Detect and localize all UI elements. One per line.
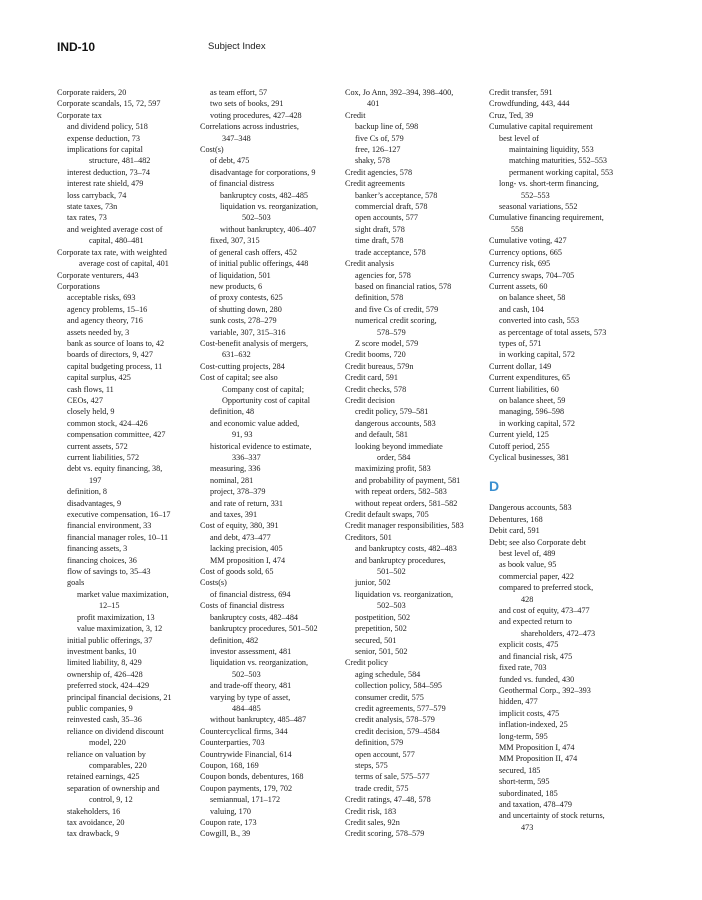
index-entry: Corporate raiders, 20 xyxy=(57,88,127,97)
index-entry: Countrywide Financial, 614 xyxy=(200,749,292,759)
index-entry: and expected return to xyxy=(499,617,572,627)
index-entry-continuation: Opportunity cost of capital xyxy=(222,395,310,405)
index-entry: Geothermal Corp., 392–393 xyxy=(499,685,591,695)
index-entry-continuation: 401 xyxy=(367,99,380,109)
index-entry: implications for capital xyxy=(67,145,143,155)
index-entry: without repeat orders, 581–582 xyxy=(355,498,458,508)
index-entry: separation of ownership and xyxy=(67,783,160,793)
index-entry: matching maturities, 552–553 xyxy=(509,156,608,166)
index-entry: Creditors, 501 xyxy=(345,532,392,542)
index-entry: bankruptcy costs, 482–484 xyxy=(210,612,299,622)
index-entry: agencies for, 578 xyxy=(355,270,411,280)
index-entry: fixed rate, 703 xyxy=(499,663,547,673)
index-entry: Credit default swaps, 705 xyxy=(345,510,429,520)
index-entry: liquidation vs. reorganization, xyxy=(210,658,309,668)
index-entry: Crowdfunding, 443, 444 xyxy=(489,99,570,109)
index-entry: and bankruptcy procedures, xyxy=(355,555,446,565)
index-entry: Credit bureaus, 579n xyxy=(345,361,414,371)
index-entry: Credit agreements xyxy=(345,179,405,189)
index-entry: Z score model, 579 xyxy=(355,338,419,348)
index-entry: implicit costs, 475 xyxy=(499,708,560,718)
index-entry: credit analysis, 578–579 xyxy=(355,715,435,725)
index-entry: collection policy, 584–595 xyxy=(355,681,443,691)
index-entry: Counterparties, 703 xyxy=(200,738,265,748)
index-entry: voting procedures, 427–428 xyxy=(210,110,302,120)
index-entry: flow of savings to, 35–43 xyxy=(67,567,151,577)
index-entry: explicit costs, 475 xyxy=(499,640,559,650)
index-entry: maximizing profit, 583 xyxy=(355,464,431,474)
index-entry: initial public offerings, 37 xyxy=(67,635,153,645)
index-entry-continuation: comparables, 220 xyxy=(89,760,147,770)
index-column-3 xyxy=(345,87,485,840)
index-entry: Current expenditures, 65 xyxy=(489,373,571,383)
index-entry: reinvested cash, 35–36 xyxy=(67,715,142,725)
index-entry: varying by type of asset, xyxy=(210,692,291,702)
index-entry: terms of sale, 575–577 xyxy=(355,772,430,782)
index-entry: Coupon payments, 179, 702 xyxy=(200,783,293,793)
index-entry: of initial public offerings, 448 xyxy=(210,259,309,269)
index-entry: Credit scoring, 578–579 xyxy=(345,829,425,839)
index-entry: and weighted average cost of xyxy=(67,224,163,234)
index-entry: Credit manager responsibilities, 583 xyxy=(345,521,464,531)
index-entry: Coupon rate, 173 xyxy=(200,818,257,827)
index-entry: Cumulative capital requirement xyxy=(489,122,593,132)
index-entry: bankruptcy costs, 482–485 xyxy=(220,190,309,200)
index-entry: Cost of capital; see also xyxy=(200,373,278,383)
index-entry-continuation: 197 xyxy=(89,475,102,485)
index-entry: Credit analysis xyxy=(345,259,394,269)
index-entry: Credit booms, 720 xyxy=(345,350,406,360)
index-entry: and cash, 104 xyxy=(499,304,544,314)
index-entry: Currency swaps, 704–705 xyxy=(489,270,575,280)
index-entry: five Cs of, 579 xyxy=(355,133,404,143)
index-entry-continuation: 558 xyxy=(511,224,524,234)
index-entry: Current yield, 125 xyxy=(489,430,549,440)
index-entry: converted into cash, 553 xyxy=(499,316,580,326)
index-entry: Credit xyxy=(345,110,366,120)
index-entry: of financial distress xyxy=(210,179,275,189)
index-entry: new products, 6 xyxy=(210,281,263,291)
index-entry-continuation: order, 584 xyxy=(377,453,411,462)
index-entry: financing assets, 3 xyxy=(67,544,128,554)
index-entry: permanent working capital, 553 xyxy=(509,167,614,177)
index-entry-continuation: 91, 93 xyxy=(232,430,253,440)
index-entry: Corporate tax rate, with weighted xyxy=(57,247,167,257)
index-entry: compared to preferred stock, xyxy=(499,583,594,593)
index-entry: based on financial ratios, 578 xyxy=(355,281,452,291)
index-entry: backup line of, 598 xyxy=(355,122,419,132)
index-entry: Corporate venturers, 443 xyxy=(57,270,139,280)
index-entry: and default, 581 xyxy=(355,430,408,440)
index-entry: current assets, 572 xyxy=(67,441,128,451)
index-entry: agency problems, 15–16 xyxy=(67,304,148,314)
index-entry: Cost of goods sold, 65 xyxy=(200,567,274,577)
index-entry: Coupon, 168, 169 xyxy=(200,760,259,770)
index-entry: short-term, 595 xyxy=(499,777,550,787)
index-entry: Current assets, 60 xyxy=(489,281,548,291)
index-entry: trade credit, 575 xyxy=(355,783,409,793)
index-entry: tax drawback, 9 xyxy=(67,829,120,839)
index-entry: loss carryback, 74 xyxy=(67,190,127,200)
index-entry: value maximization, 3, 12 xyxy=(77,624,163,634)
index-column-1 xyxy=(57,87,197,840)
index-entry: reliance on valuation by xyxy=(67,749,146,759)
index-column-2 xyxy=(200,87,340,840)
index-entry: Cost-cutting projects, 284 xyxy=(200,361,285,371)
index-entry: types of, 571 xyxy=(499,338,542,348)
index-entry: and debt, 473–477 xyxy=(210,532,271,542)
index-entry: Cox, Jo Ann, 392–394, 398–400, xyxy=(345,88,454,97)
index-entry: in working capital, 572 xyxy=(499,350,575,360)
index-entry-continuation: average cost of capital, 401 xyxy=(79,259,169,269)
index-entry: Current dollar, 149 xyxy=(489,361,552,371)
index-entry-continuation: capital, 480–481 xyxy=(89,236,144,246)
index-entry: investment banks, 10 xyxy=(67,646,137,656)
index-entry: and agency theory, 716 xyxy=(67,316,143,326)
index-entry: Debit card, 591 xyxy=(489,526,540,536)
index-entry: Debentures, 168 xyxy=(489,514,543,524)
index-entry: and trade-off theory, 481 xyxy=(210,681,292,691)
index-entry: definition, 48 xyxy=(210,407,255,417)
index-entry: Cumulative voting, 427 xyxy=(489,236,567,246)
index-entry-continuation: 578–579 xyxy=(377,327,406,337)
index-entry: Cost of equity, 380, 391 xyxy=(200,521,279,531)
index-entry: definition, 579 xyxy=(355,738,404,748)
index-entry: looking beyond immediate xyxy=(355,441,443,451)
index-entry: credit policy, 579–581 xyxy=(355,407,429,417)
index-entry-continuation: 473 xyxy=(521,822,534,832)
index-entry: common stock, 424–426 xyxy=(67,418,148,428)
index-entry: inflation-indexed, 25 xyxy=(499,720,568,730)
index-entry: ownership of, 426–428 xyxy=(67,669,143,679)
index-column-4 xyxy=(489,87,639,833)
index-entry: closely held, 9 xyxy=(67,407,115,417)
index-entry: of general cash offers, 452 xyxy=(210,247,297,257)
index-entry: measuring, 336 xyxy=(210,464,261,474)
index-entry: prepetition, 502 xyxy=(355,624,407,634)
index-entry-continuation: structure, 481–482 xyxy=(89,156,151,166)
index-entry-continuation: 502–503 xyxy=(232,669,261,679)
index-entry: open accounts, 577 xyxy=(355,213,418,223)
index-entry: hidden, 477 xyxy=(499,697,538,707)
index-entry: numerical credit scoring, xyxy=(355,316,437,326)
index-entry: open account, 577 xyxy=(355,749,415,759)
index-entry-continuation: 552–553 xyxy=(521,190,550,200)
index-entry: Cutoff period, 255 xyxy=(489,441,550,451)
index-entry: tax avoidance, 20 xyxy=(67,818,125,827)
index-entry: current liabilities, 572 xyxy=(67,453,140,462)
index-entry: variable, 307, 315–316 xyxy=(210,327,286,337)
index-entry: Corporate tax xyxy=(57,110,102,120)
index-entry: on balance sheet, 58 xyxy=(499,293,566,303)
index-entry: and five Cs of credit, 579 xyxy=(355,304,439,314)
index-entry: Costs of financial distress xyxy=(200,601,285,611)
index-entry: MM proposition I, 474 xyxy=(210,555,286,565)
section-letter-d: D xyxy=(489,478,500,495)
index-entry: and probability of payment, 581 xyxy=(355,475,461,485)
index-entry: MM Proposition I, 474 xyxy=(499,742,575,752)
index-entry: and taxes, 391 xyxy=(210,510,258,520)
index-entry: managing, 596–598 xyxy=(499,407,565,417)
index-entry: banker’s acceptance, 578 xyxy=(355,190,438,200)
index-entry: seasonal variations, 552 xyxy=(499,202,578,212)
index-entry: principal financial decisions, 21 xyxy=(67,692,172,702)
index-entry: goals xyxy=(67,578,85,588)
index-entry: of proxy contests, 625 xyxy=(210,293,283,303)
index-entry: Credit sales, 92n xyxy=(345,818,400,827)
index-entry: valuing, 170 xyxy=(210,806,251,816)
index-entry: postpetition, 502 xyxy=(355,612,411,622)
index-entry: debt vs. equity financing, 38, xyxy=(67,464,163,474)
index-entry: Cost-benefit analysis of mergers, xyxy=(200,338,309,348)
index-entry: Coupon bonds, debentures, 168 xyxy=(200,772,304,782)
index-entry: secured, 501 xyxy=(355,635,397,645)
index-entry-continuation: 12–15 xyxy=(99,601,120,611)
index-entry: Dangerous accounts, 583 xyxy=(489,503,572,513)
index-entry: of shutting down, 280 xyxy=(210,304,282,314)
index-entry: and taxation, 478–479 xyxy=(499,799,572,809)
index-entry: aging schedule, 584 xyxy=(355,669,421,679)
index-entry: interest rate shield, 479 xyxy=(67,179,144,189)
index-entry: credit decision, 579–4584 xyxy=(355,726,440,736)
index-entry-continuation: 502–503 xyxy=(377,601,406,611)
index-entry: Current liabilities, 60 xyxy=(489,384,559,394)
index-entry-continuation: 484–485 xyxy=(232,703,261,713)
index-entry: definition, 8 xyxy=(67,487,108,497)
index-entry: best level of xyxy=(499,133,540,143)
index-entry: capital surplus, 425 xyxy=(67,373,131,383)
index-entry: definition, 578 xyxy=(355,293,404,303)
index-entry: with repeat orders, 582–583 xyxy=(355,487,447,497)
index-entry: best level of, 489 xyxy=(499,549,556,559)
index-entry: lacking precision, 405 xyxy=(210,544,283,554)
index-entry: retained earnings, 425 xyxy=(67,772,140,782)
index-entry: of debt, 475 xyxy=(210,156,250,166)
index-entry: Corporations xyxy=(57,281,100,291)
index-entry: semiannual, 171–172 xyxy=(210,795,281,805)
index-entry: junior, 502 xyxy=(355,578,391,588)
index-entry: capital budgeting process, 11 xyxy=(67,361,163,371)
index-entry: and bankruptcy costs, 482–483 xyxy=(355,544,457,554)
index-entry: Corporate scandals, 15, 72, 597 xyxy=(57,99,161,109)
index-entry: boards of directors, 9, 427 xyxy=(67,350,153,360)
index-entry: commercial draft, 578 xyxy=(355,202,428,212)
index-entry: state taxes, 73n xyxy=(67,202,118,212)
index-entry: long-term, 595 xyxy=(499,731,548,741)
index-entry: and financial risk, 475 xyxy=(499,651,573,661)
index-entry-continuation: 501–502 xyxy=(377,567,406,577)
index-entry: expense deduction, 73 xyxy=(67,133,140,143)
index-entry: preferred stock, 424–429 xyxy=(67,681,150,691)
index-entry: of liquidation, 501 xyxy=(210,270,271,280)
index-entry: dangerous accounts, 583 xyxy=(355,418,436,428)
index-entry: Credit transfer, 591 xyxy=(489,88,553,97)
index-entry: Credit card, 591 xyxy=(345,373,398,383)
index-entry: Cruz, Ted, 39 xyxy=(489,110,534,120)
index-entry: market value maximization, xyxy=(77,589,169,599)
index-entry: Credit ratings, 47–48, 578 xyxy=(345,795,431,805)
index-entry: maintaining liquidity, 553 xyxy=(509,145,594,155)
index-entry: financial manager roles, 10–11 xyxy=(67,532,169,542)
index-entry-continuation: Company cost of capital; xyxy=(222,384,305,394)
index-entry: free, 126–127 xyxy=(355,145,401,155)
index-entry: liquidation vs. reorganization, xyxy=(220,202,319,212)
index-entry: public companies, 9 xyxy=(67,703,133,713)
index-entry: fixed, 307, 315 xyxy=(210,236,260,246)
index-entry: secured, 185 xyxy=(499,765,541,775)
index-entry: cash flows, 11 xyxy=(67,384,114,394)
index-entry-continuation: model, 220 xyxy=(89,738,126,748)
index-entry: without bankruptcy, 406–407 xyxy=(220,224,317,234)
index-entry: MM Proposition II, 474 xyxy=(499,754,578,764)
index-entry: credit agreements, 577–579 xyxy=(355,703,446,713)
index-entry: Cyclical businesses, 381 xyxy=(489,453,570,462)
index-entry: Credit checks, 578 xyxy=(345,384,407,394)
index-entry: Currency risk, 695 xyxy=(489,259,551,269)
index-entry: Costs(s) xyxy=(200,578,227,588)
index-entry: steps, 575 xyxy=(355,760,388,770)
index-entry: Cost(s) xyxy=(200,145,224,155)
index-entry: shaky, 578 xyxy=(355,156,390,166)
index-entry: bank as source of loans to, 42 xyxy=(67,338,165,348)
index-entry: disadvantage for corporations, 9 xyxy=(210,167,316,177)
index-entry: Cowgill, B., 39 xyxy=(200,829,251,839)
index-entry: Currency options, 665 xyxy=(489,247,562,257)
index-entry: and cost of equity, 473–477 xyxy=(499,606,590,616)
running-header-title: Subject Index xyxy=(208,41,266,52)
index-entry-continuation: 347–348 xyxy=(222,133,251,143)
index-entry: as team effort, 57 xyxy=(210,88,268,97)
index-entry: time draft, 578 xyxy=(355,236,404,246)
index-entry: as percentage of total assets, 573 xyxy=(499,327,607,337)
index-entry: subordinated, 185 xyxy=(499,788,558,798)
index-entry-continuation: 502–503 xyxy=(242,213,271,223)
index-entry: trade acceptance, 578 xyxy=(355,247,426,257)
index-entry: and economic value added, xyxy=(210,418,300,428)
index-entry: project, 378–379 xyxy=(210,487,266,497)
index-entry: investor assessment, 481 xyxy=(210,646,292,656)
index-entry: bankruptcy procedures, 501–502 xyxy=(210,624,318,634)
index-entry: financial environment, 33 xyxy=(67,521,152,531)
index-entry-continuation: 631–632 xyxy=(222,350,251,360)
index-entry-continuation: 336–337 xyxy=(232,453,261,462)
index-entry: Credit agencies, 578 xyxy=(345,167,413,177)
index-entry: nominal, 281 xyxy=(210,475,254,485)
index-entry: stakeholders, 16 xyxy=(67,806,121,816)
page-folio: IND-10 xyxy=(57,40,96,54)
index-entry: reliance on dividend discount xyxy=(67,726,164,736)
index-entry: Credit policy xyxy=(345,658,388,668)
index-entry: interest deduction, 73–74 xyxy=(67,167,150,177)
index-entry: sight draft, 578 xyxy=(355,224,405,234)
index-entry: and dividend policy, 518 xyxy=(67,122,148,132)
index-entry: executive compensation, 16–17 xyxy=(67,510,171,520)
index-entry: as book value, 95 xyxy=(499,560,557,570)
index-entry: acceptable risks, 693 xyxy=(67,293,136,303)
index-entry: compensation committee, 427 xyxy=(67,430,166,440)
index-entry: and uncertainty of stock returns, xyxy=(499,811,605,821)
index-entry-continuation: 428 xyxy=(521,594,534,604)
index-entry: sunk costs, 278–279 xyxy=(210,316,277,326)
index-entry: of financial distress, 694 xyxy=(210,589,291,599)
index-entry: Credit risk, 183 xyxy=(345,806,397,816)
index-entry: liquidation vs. reorganization, xyxy=(355,589,454,599)
index-entry: consumer credit, 575 xyxy=(355,692,424,702)
index-entry: Cumulative financing requirement, xyxy=(489,213,604,223)
index-entry: disadvantages, 9 xyxy=(67,498,122,508)
index-entry: without bankruptcy, 485–487 xyxy=(210,715,307,725)
index-entry: senior, 501, 502 xyxy=(355,646,408,656)
index-entry: and rate of return, 331 xyxy=(210,498,283,508)
index-entry: CEOs, 427 xyxy=(67,395,103,405)
index-entry: Debt; see also Corporate debt xyxy=(489,537,586,547)
index-entry: two sets of books, 291 xyxy=(210,99,284,109)
index-entry: Countercyclical firms, 344 xyxy=(200,726,288,736)
index-entry-continuation: shareholders, 472–473 xyxy=(521,628,596,638)
index-entry-continuation: control, 9, 12 xyxy=(89,795,133,805)
index-entry: Credit decision xyxy=(345,395,395,405)
index-entry: long- vs. short-term financing, xyxy=(499,179,599,189)
index-entry: financing choices, 36 xyxy=(67,555,137,565)
index-entry: on balance sheet, 59 xyxy=(499,395,566,405)
index-entry: limited liability, 8, 429 xyxy=(67,658,142,668)
index-entry: definition, 482 xyxy=(210,635,259,645)
index-entry: Correlations across industries, xyxy=(200,122,299,132)
index-entry: tax rates, 73 xyxy=(67,213,107,223)
index-entry: funded vs. funded, 430 xyxy=(499,674,575,684)
index-entry: commercial paper, 422 xyxy=(499,571,574,581)
index-entry: assets needed by, 3 xyxy=(67,327,130,337)
index-entry: in working capital, 572 xyxy=(499,418,575,428)
index-entry: historical evidence to estimate, xyxy=(210,441,312,451)
index-entry: profit maximization, 13 xyxy=(77,612,155,622)
